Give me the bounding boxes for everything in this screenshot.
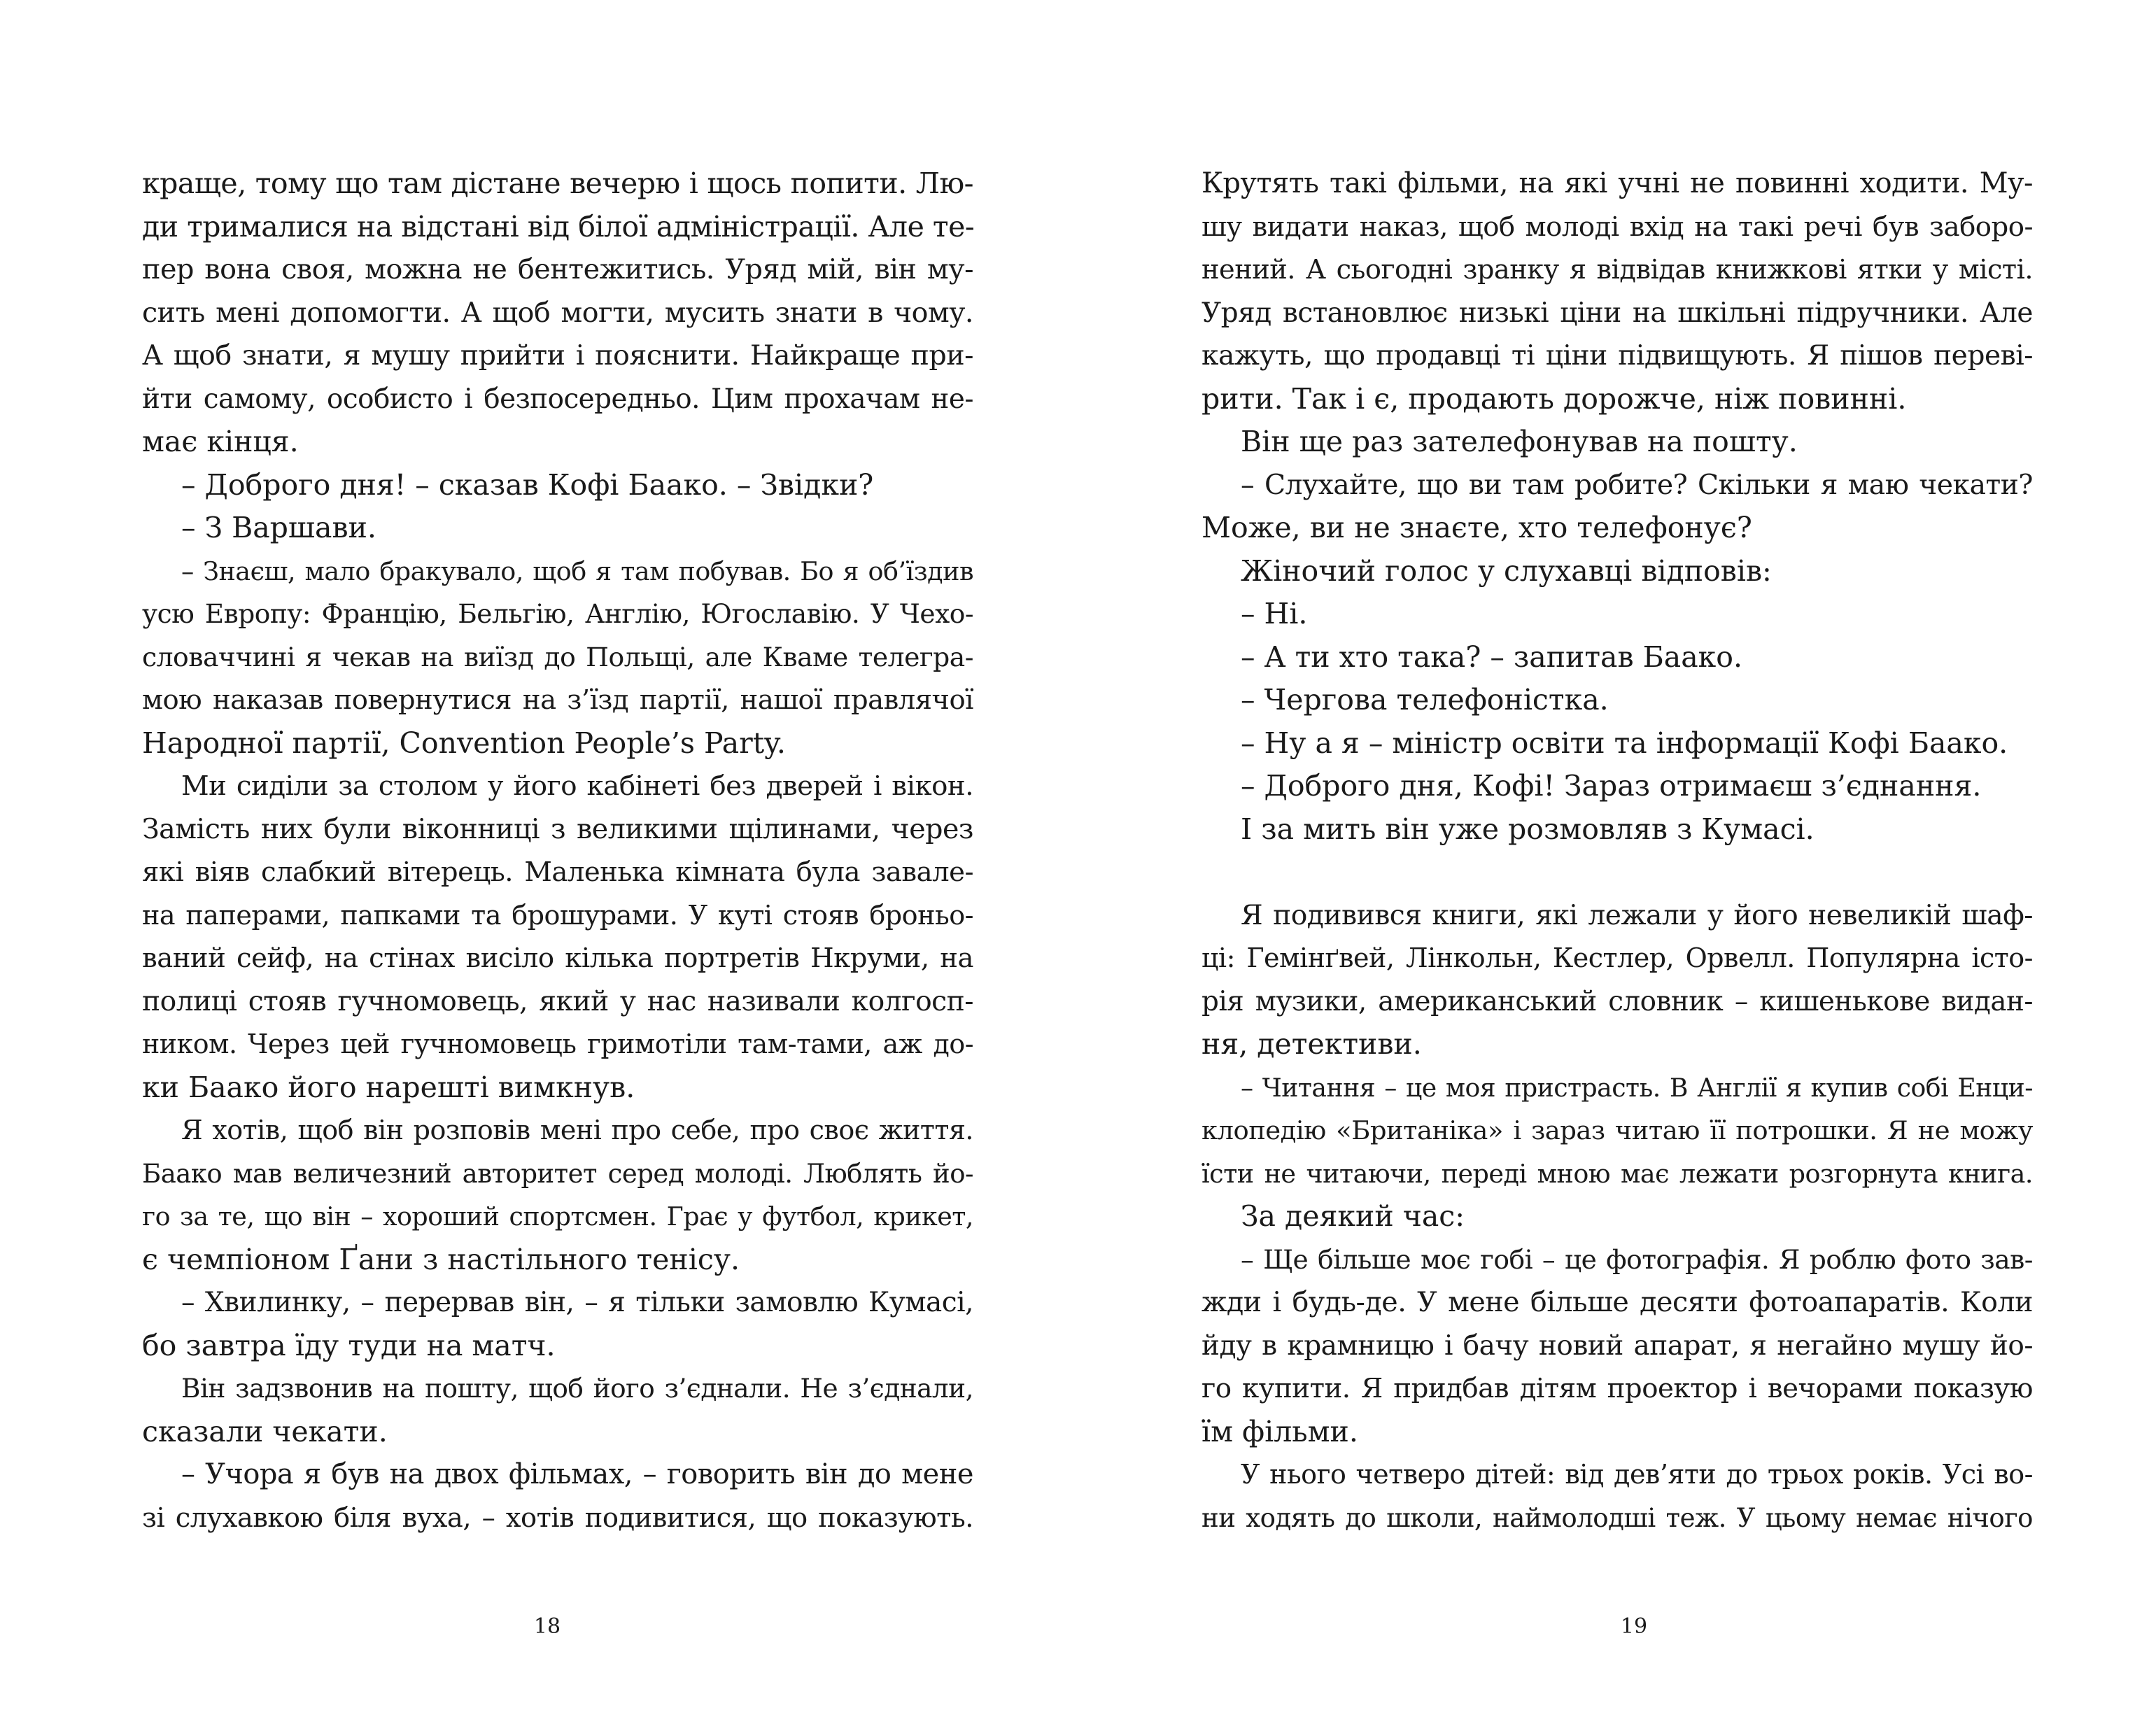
text-line: мою наказав повернутися на з’їзд партії, нашої правлячої	[142, 684, 973, 716]
right-page	[1074, 0, 2149, 1736]
right-page-text	[1202, 162, 2033, 1539]
text-line: на паперами, папками та брошурами. У куті стояв броньо-	[142, 899, 973, 931]
text-line: нений. А сьогодні зранку я відвідав книжкові ятки у місті.	[1202, 254, 2033, 285]
paragraph-gap	[1202, 851, 2033, 894]
text-line: йти самому, особисто і безпосередньо. Цим прохачам не-	[142, 383, 973, 415]
text-line: – Хвилинку, – перервав він, – я тільки замовлю Кумасі,	[181, 1287, 973, 1318]
text-line: рити. Так і є, продають дорожче, ніж повинні.	[1202, 381, 1907, 416]
text-line: Баако мав величезний авторитет серед молоді. Люблять йо-	[142, 1158, 973, 1189]
right-page-number: 19	[1620, 1614, 1648, 1639]
text-line: ки Баако його нарешті вимкнув.	[142, 1070, 635, 1104]
text-line: Ми сиділи за столом у його кабінеті без дверей і вікон.	[181, 770, 973, 802]
text-line: А щоб знати, я мушу прийти і пояснити. Найкраще при-	[142, 339, 973, 372]
text-line: Замість них були віконниці з великими щілинами, через	[142, 812, 973, 845]
text-line: рія музики, американський словник – кишенькове видан-	[1202, 985, 2033, 1017]
text-line: пер вона своя, можна не бентежитись. Уряд мій, він му-	[142, 253, 973, 285]
text-line: го за те, що він – хороший спортсмен. Грає у футбол, крикет,	[142, 1201, 973, 1232]
text-line: – Ні.	[1241, 597, 1308, 630]
text-line: Народної партії, Convention People’s Party.	[142, 726, 786, 760]
left-page	[0, 0, 1074, 1736]
text-line: – Ну а я – міністр освіти та інформації Кофі Баако.	[1241, 726, 2008, 760]
text-line: – Слухайте, що ви там робите? Скільки я маю чекати?	[1241, 469, 2033, 501]
text-line: – З Варшави.	[181, 511, 376, 544]
left-page-number: 18	[533, 1614, 561, 1639]
text-line: усю Европу: Францію, Бельгію, Англію, Югославію. У Чехо-	[142, 598, 973, 629]
text-line: ня, детективи.	[1202, 1027, 1422, 1061]
text-line: ваний сейф, на стінах висіло кілька портретів Нкруми, на	[142, 943, 973, 974]
text-line: – Читання – це моя пристрасть. В Англії я купив собі Енци-	[1241, 1072, 2033, 1103]
text-line: го купити. Я придбав дітям проектор і вечорами показую	[1202, 1373, 2033, 1404]
text-line: ни ходять до школи, наймолодші теж. У цьому немає нічого	[1202, 1502, 2033, 1533]
text-line: Я подивився книги, які лежали у його невеликій шаф-	[1241, 899, 2033, 931]
text-line: полиці стояв гучномовець, який у нас називали колгосп-	[142, 985, 973, 1017]
text-line: – Доброго дня, Кофі! Зараз отримаєш з’єднання.	[1241, 769, 1982, 803]
text-line: – Чергова телефоністка.	[1241, 683, 1609, 717]
text-line: які віяв слабкий вітерець. Маленька кімната була завале-	[142, 856, 973, 888]
text-line: словаччині я чекав на виїзд до Польщі, але Кваме телегра-	[142, 641, 973, 672]
text-line: Я хотів, щоб він розповів мені про себе, про своє життя.	[181, 1115, 973, 1145]
text-line: Він задзвонив на пошту, щоб його з’єднали. Не з’єднали,	[181, 1373, 973, 1404]
text-line: Він ще раз зателефонував на пошту.	[1241, 425, 1798, 458]
text-line: є чемпіоном Ґани з настільного тенісу.	[142, 1242, 740, 1276]
text-line: їм фільми.	[1202, 1414, 1358, 1448]
text-line: ди трималися на відстані від білої адміністрації. Але те-	[142, 209, 975, 244]
text-line: шу видати наказ, щоб молоді вхід на такі речі був заборо-	[1202, 211, 2033, 243]
text-line: ником. Через цей гучномовець гримотіли там-тами, аж до-	[142, 1029, 973, 1059]
left-page-text	[142, 162, 973, 1539]
text-line: Крутять такі фільми, на які учні не повинні ходити. Му-	[1202, 167, 2033, 199]
text-line: жди і будь-де. У мене більше десяти фотоапаратів. Коли	[1202, 1286, 2033, 1318]
text-line: – Ще більше моє гобі – це фотографія. Я роблю фото зав-	[1241, 1243, 2033, 1275]
text-line: сить мені допомогти. А щоб могти, мусить знати в чому.	[142, 296, 973, 329]
text-line: У нього четверо дітей: від дев’яти до трьох років. Усі во-	[1241, 1459, 2033, 1490]
text-line: Уряд встановлює низькі ціни на шкільні підручники. Але	[1202, 297, 2033, 329]
text-line: Жіночий голос у слухавці відповів:	[1241, 553, 1772, 588]
text-line: йду в крамницю і бачу новий апарат, я негайно мушу йо-	[1202, 1329, 2033, 1362]
text-line: За деякий час:	[1241, 1199, 1465, 1233]
text-line: – Учора я був на двох фільмах, – говорить він до мене	[181, 1458, 973, 1490]
text-line: І за мить він уже розмовляв з Кумасі.	[1241, 812, 1815, 846]
text-line: бо завтра їду туди на матч.	[142, 1328, 556, 1362]
text-line: – Знаєш, мало бракувало, щоб я там побував. Бо я об’їздив	[181, 556, 973, 586]
text-line: краще, тому що там дістане вечерю і щось попити. Лю-	[142, 167, 973, 200]
text-line: – А ти хто така? – запитав Баако.	[1241, 640, 1742, 674]
text-line: їсти не читаючи, переді мною має лежати розгорнута книга.	[1202, 1158, 2033, 1189]
text-line: ці: Гемінґвей, Лінкольн, Кестлер, Орвелл. Популярна істо-	[1202, 943, 2033, 973]
text-line: – Доброго дня! – сказав Кофі Баако. – Звідки?	[181, 467, 874, 502]
text-line: Може, ви не знаєте, хто телефонує?	[1202, 511, 1752, 544]
text-line: має кінця.	[142, 425, 299, 458]
text-line: сказали чекати.	[142, 1414, 388, 1448]
text-line: кажуть, що продавці ті ціни підвищують. Я пішов переві-	[1202, 340, 2033, 372]
text-line: зі слухавкою біля вуха, – хотів подивитися, що показують.	[142, 1502, 973, 1534]
text-line: клопедію «Британіка» і зараз читаю її потрошки. Я не можу	[1202, 1115, 2033, 1145]
